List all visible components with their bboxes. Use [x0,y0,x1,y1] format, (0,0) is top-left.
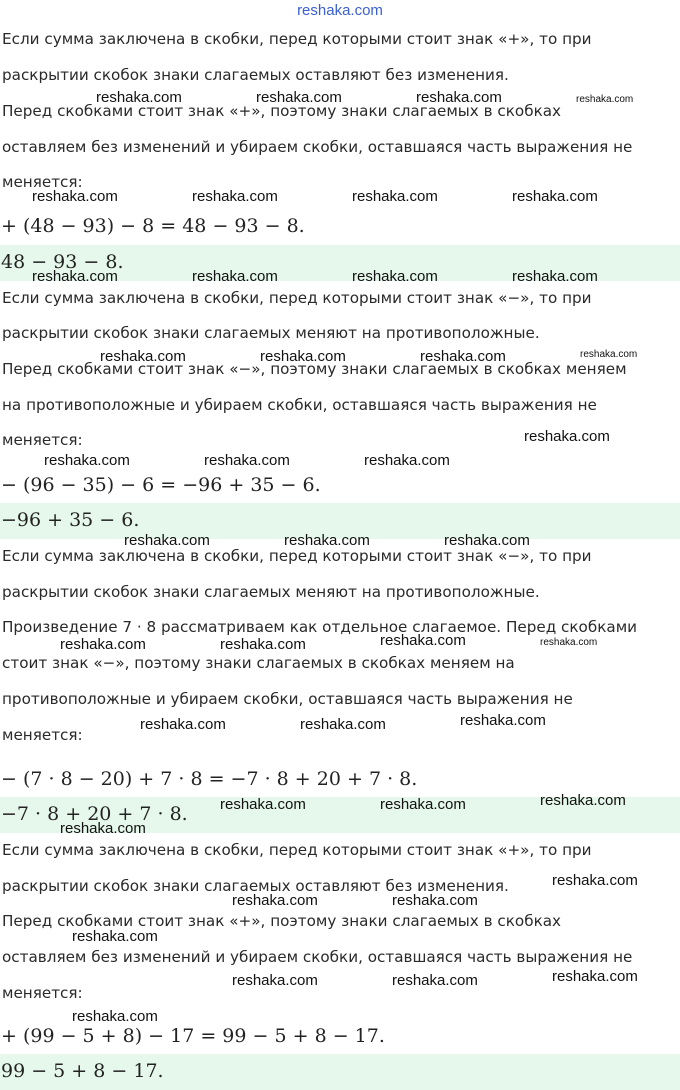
watermark: reshaka.com [72,928,158,945]
expression: − (96 − 35) − 6 = −96 + 35 − 6. [1,474,321,496]
explain-line: противоположные и убираем скобки, оставшаяся часть выражения не [2,690,573,708]
explain-line: меняется: [2,726,83,744]
watermark: reshaka.com [220,796,306,813]
watermark: reshaka.com [460,712,546,729]
watermark: reshaka.com [60,820,146,837]
watermark: reshaka.com [284,532,370,549]
watermark: reshaka.com [576,94,634,105]
watermark: reshaka.com [124,532,210,549]
answer: 99 − 5 + 8 − 17. [1,1060,164,1082]
explain-line: меняется: [2,984,83,1002]
explain-line: Перед скобками стоит знак «+», поэтому знаки слагаемых в скобках [2,102,562,120]
watermark: reshaka.com [204,452,290,469]
rule-line: Если сумма заключена в скобки, перед которыми стоит знак «+», то при [2,30,592,48]
watermark: reshaka.com [100,348,186,365]
watermark: reshaka.com [380,796,466,813]
answer: 48 − 93 − 8. [1,251,124,273]
watermark: reshaka.com [260,348,346,365]
watermark: reshaka.com [512,188,598,205]
expression: + (48 − 93) − 8 = 48 − 93 − 8. [1,215,305,237]
watermark: reshaka.com [140,716,226,733]
watermark: reshaka.com [192,188,278,205]
watermark: reshaka.com [512,268,598,285]
watermark: reshaka.com [60,636,146,653]
rule-line: Если сумма заключена в скобки, перед которыми стоит знак «+», то при [2,841,592,859]
rule-line: раскрытии скобок знаки слагаемых меняют на противоположные. [2,583,540,601]
answer: −96 + 35 − 6. [1,509,140,531]
rule-line: раскрытии скобок знаки слагаемых оставляют без изменения. [2,66,509,84]
explain-line: оставляем без изменений и убираем скобки, оставшаяся часть выражения не [2,948,633,966]
watermark: reshaka.com [524,428,610,445]
watermark: reshaka.com [540,637,598,648]
rule-line: раскрытии скобок знаки слагаемых оставляют без изменения. [2,877,509,895]
watermark: reshaka.com [380,632,466,649]
expression: + (99 − 5 + 8) − 17 = 99 − 5 + 8 − 17. [1,1025,385,1047]
watermark: reshaka.com [44,452,130,469]
watermark: reshaka.com [32,268,118,285]
watermark: reshaka.com [364,452,450,469]
explain-line: меняется: [2,431,83,449]
explain-line: Перед скобками стоит знак «+», поэтому знаки слагаемых в скобках [2,912,562,930]
watermark: reshaka.com [192,268,278,285]
watermark: reshaka.com [392,972,478,989]
watermark: reshaka.com [96,89,182,106]
explain-line: Перед скобками стоит знак «−», поэтому знаки слагаемых в скобках меняем [2,360,627,378]
rule-line: Если сумма заключена в скобки, перед которыми стоит знак «−», то при [2,547,592,565]
site-watermark-top[interactable]: reshaka.com [297,2,383,19]
watermark: reshaka.com [232,972,318,989]
answer: −7 · 8 + 20 + 7 · 8. [1,803,188,825]
watermark: reshaka.com [232,892,318,909]
watermark: reshaka.com [352,188,438,205]
explain-line: Произведение 7 · 8 рассматриваем как отдельное слагаемое. Перед скобками [2,618,638,636]
watermark: reshaka.com [580,349,638,360]
rule-line: раскрытии скобок знаки слагаемых меняют на противоположные. [2,324,540,342]
watermark: reshaka.com [32,188,118,205]
watermark: reshaka.com [444,532,530,549]
explain-line: меняется: [2,173,83,191]
explain-line: оставляем без изменений и убираем скобки, оставшаяся часть выражения не [2,138,633,156]
watermark: reshaka.com [256,89,342,106]
watermark: reshaka.com [392,892,478,909]
rule-line: Если сумма заключена в скобки, перед которыми стоит знак «−», то при [2,289,592,307]
watermark: reshaka.com [416,89,502,106]
watermark: reshaka.com [300,716,386,733]
explain-line: стоит знак «−», поэтому знаки слагаемых в скобках меняем на [2,654,515,672]
watermark: reshaka.com [220,636,306,653]
watermark: reshaka.com [540,792,626,809]
explain-line: на противоположные и убираем скобки, оставшаяся часть выражения не [2,396,597,414]
watermark: reshaka.com [552,968,638,985]
expression: − (7 · 8 − 20) + 7 · 8 = −7 · 8 + 20 + 7 · 8. [1,768,418,790]
watermark: reshaka.com [420,348,506,365]
watermark: reshaka.com [352,268,438,285]
watermark: reshaka.com [552,872,638,889]
watermark: reshaka.com [72,1008,158,1025]
